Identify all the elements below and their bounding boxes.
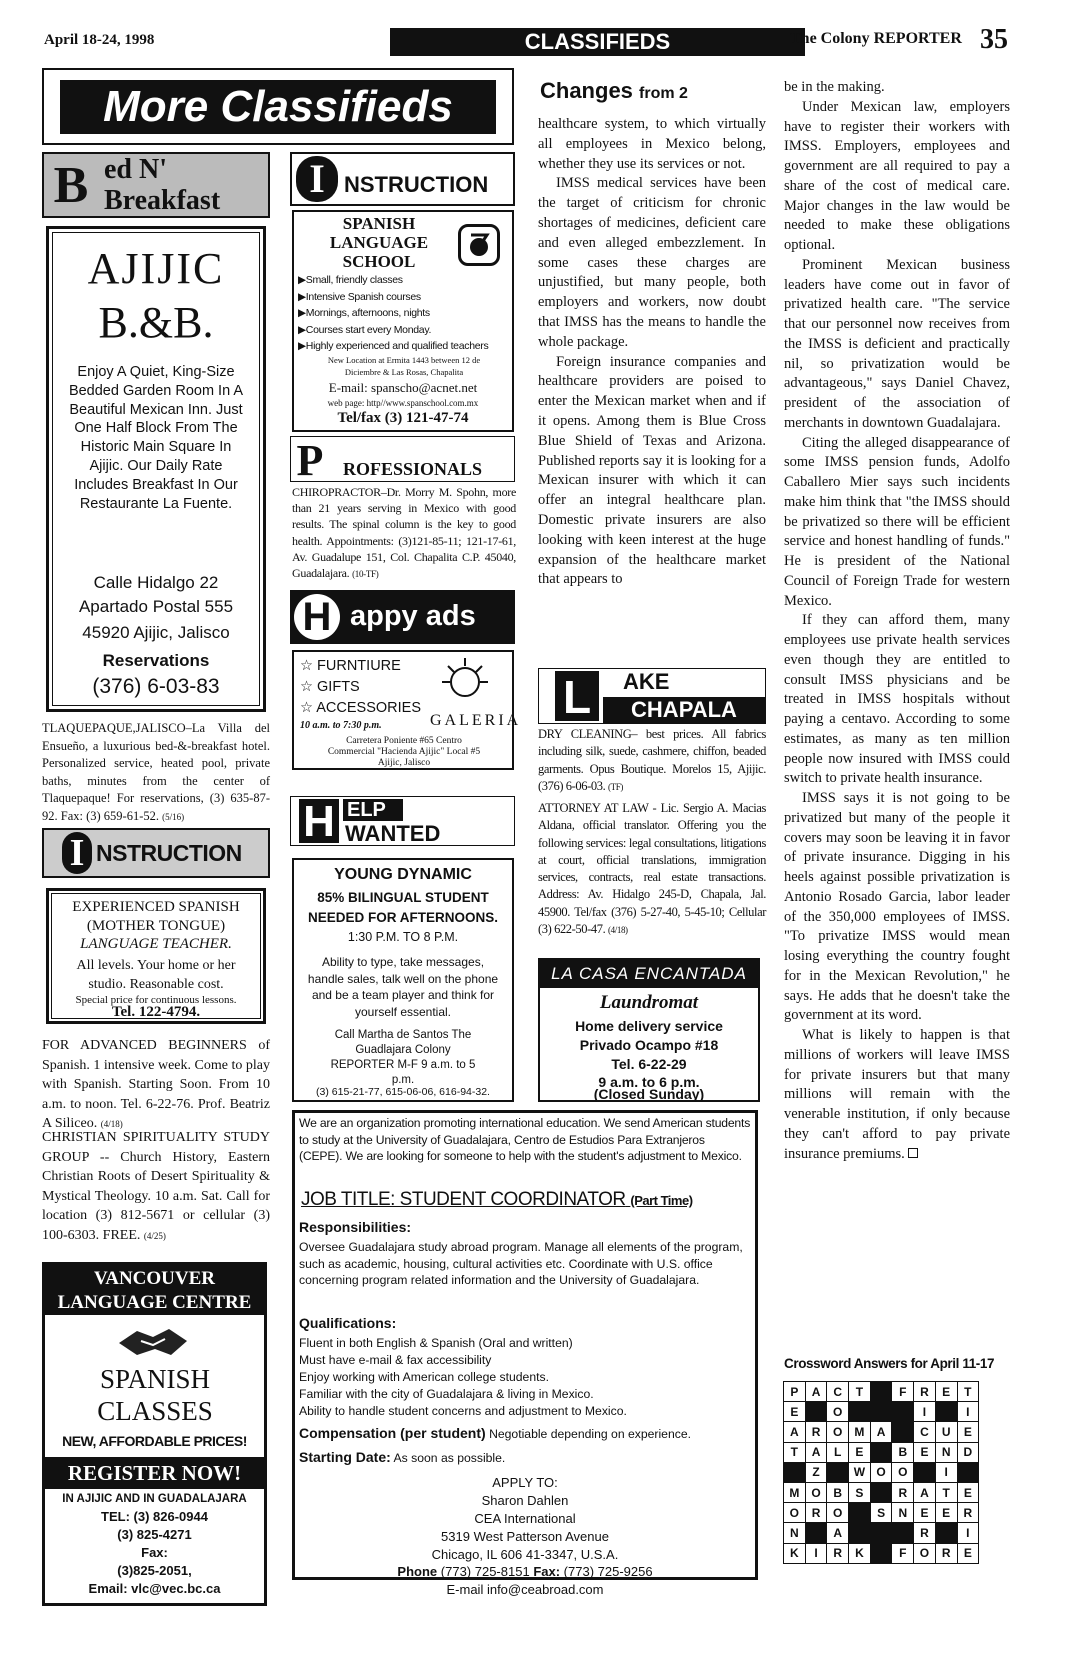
school-bullet: ▶Small, friendly classes xyxy=(298,274,403,286)
school-bullets xyxy=(298,272,514,355)
laundromat-line-1: Home delivery service xyxy=(575,1018,723,1034)
crossword-cell: U xyxy=(935,1422,957,1442)
chiropractor-code: (10-TF) xyxy=(352,569,379,580)
help-line-6: Call Martha de Santos The Guadlajara Colony REPORTER M-F 9 a.m. to 5 p.m. xyxy=(330,1029,476,1086)
crossword-cell: S xyxy=(849,1482,871,1502)
cea-phone: (773) 725-8151 xyxy=(440,1564,530,1579)
cea-qual-item: Familiar with the city of Guadalajara & living in Mexico. xyxy=(299,1387,594,1401)
sun-logo-icon xyxy=(430,656,500,706)
crossword-cell: O xyxy=(805,1482,827,1502)
christian-text: CHRISTIAN SPIRITUALITY STUDY GROUP -- Church History, Eastern Christian Roots of Desert Spirituality & Mystical Theology. 10 a.m. Sat. Call for location (3) 812-5671 or cellular (3) 100-6303. FREE. xyxy=(42,1130,270,1243)
crossword-cell: F xyxy=(892,1543,914,1563)
school-logo-icon xyxy=(458,224,500,266)
bnb-header-text: ed N' Breakfast xyxy=(104,154,221,216)
crossword-cell xyxy=(870,1382,892,1402)
school-bullet: ▶Intensive Spanish courses xyxy=(298,290,421,303)
instruction-mid-text: NSTRUCTION xyxy=(344,172,489,197)
crossword-cell xyxy=(935,1402,957,1422)
school-bullet: ▶Courses start every Monday. xyxy=(298,323,432,336)
crossword-cell: K xyxy=(784,1543,806,1563)
crossword-cell: B xyxy=(892,1442,914,1462)
crossword-cell: O xyxy=(914,1543,936,1563)
cea-comp-heading: Compensation (per student) xyxy=(299,1425,486,1441)
christian-classified xyxy=(42,1128,270,1246)
crossword-cell: D xyxy=(957,1442,979,1462)
galeria-item: ☆ ACCESSORIES xyxy=(300,700,421,716)
crossword-row xyxy=(784,1543,979,1563)
bnb-header-cap: B xyxy=(53,157,89,214)
vancouver-register: REGISTER NOW! xyxy=(45,1457,264,1489)
article-paragraph: Citing the alleged disappearance of some IMSS pension funds, Adolfo Caballero Mier says such incidents make him think that "the IMSS should be privatized so there will be efficient service and honest handling of funds." He is president of the National Council of Foreign Trade for western Mexico. xyxy=(784,434,1010,609)
dry-cleaning-text: DRY CLEANING– best prices. All fabrics including silk, suede, cashmere, chiffon, beaded garments. Opus Boutique. Morelos 15, Ajijic. (376) 6-06-03. xyxy=(538,727,766,793)
advanced-beginners-classified xyxy=(42,1036,270,1135)
laundromat-line-4: 9 a.m. to 6 p.m. xyxy=(598,1074,700,1090)
page-number: 35 xyxy=(980,24,1008,55)
teacher-phone: Tel. 122-4794. xyxy=(111,1004,201,1020)
help-wanted-text-2: WANTED xyxy=(345,821,441,846)
attorney-text: ATTORNEY AT LAW - Lic. Sergio A. Macias Aldana, official translator. Offering you the following services: legal consultations, litigations at court, official translations, immigration services, contracts, real estate transactions. Address: Av. Hidalgo 245-D, Chapala, Jal. 45900. Tel/fax (376) 5-27-40, 5-45-10; Cellular (3) 622-50-47. xyxy=(538,801,766,937)
crossword-cell: E xyxy=(849,1442,871,1462)
help-line-7: (3) 615-21-77, 615-06-06, 616-94-32. xyxy=(316,1086,490,1098)
bnb-phone: (376) 6-03-83 xyxy=(92,675,220,698)
galeria-items xyxy=(300,656,421,719)
happy-ads-header xyxy=(290,590,515,644)
crossword-cell xyxy=(957,1462,979,1482)
article-paragraph: Under Mexican law, employers have to register their workers with IMSS. Employers, employees and government are all required to pay a share of the cost of medical care. Major changes in the law would be needed to make these obligations optional. xyxy=(784,98,1010,253)
galeria-address: Carretera Poniente #65 Centro Commercial "Hacienda Ajijic" Local #5 Ajijic, Jalisco xyxy=(327,736,481,768)
lake-chapala-header xyxy=(538,668,766,724)
cea-fax: (773) 725-9256 xyxy=(563,1564,653,1579)
cea-start xyxy=(299,1449,751,1465)
bnb-header xyxy=(42,152,270,218)
crossword-cell xyxy=(870,1482,892,1502)
crossword-cell: T xyxy=(784,1442,806,1462)
crossword-grid xyxy=(783,1381,979,1564)
cea-job-ad xyxy=(292,1110,758,1580)
crossword-cell xyxy=(935,1523,957,1543)
crossword-cell xyxy=(892,1402,914,1422)
laundromat-line-3: Tel. 6-22-29 xyxy=(611,1056,687,1072)
spanish-teacher-ad xyxy=(46,888,266,1024)
advanced-code: (4/18) xyxy=(100,1119,123,1129)
crossword-cell: W xyxy=(849,1462,871,1482)
vancouver-where: IN AJIJIC AND IN GUADALAJARA xyxy=(62,1493,247,1505)
crossword-cell: L xyxy=(827,1442,849,1462)
cea-intro: We are an organization promoting international education. We send American students to study at the University of Guadalajara, Centro de Estudios Para Extranjeros (CEPE). We are looking for someone to help with the student's adjustment to Mexico. xyxy=(299,1116,751,1163)
crossword-cell: A xyxy=(914,1482,936,1502)
crossword-cell xyxy=(849,1402,871,1422)
cea-city: Chicago, IL 606 41-3347, U.S.A. xyxy=(431,1547,619,1562)
teacher-line-4: Special price for continuous lessons. xyxy=(75,994,237,1006)
lake-chapala-text-2: CHAPALA xyxy=(603,697,765,723)
article-headline-main: Changes xyxy=(540,78,633,103)
banner-frame xyxy=(42,68,514,145)
crossword-cell: P xyxy=(784,1382,806,1402)
laundromat-ad xyxy=(538,958,760,1102)
ajijic-bnb-inner xyxy=(52,232,260,706)
crossword-cell: I xyxy=(957,1402,979,1422)
crossword-cell: M xyxy=(849,1422,871,1442)
crossword-cell xyxy=(892,1422,914,1442)
crossword-cell: R xyxy=(935,1543,957,1563)
crossword-cell xyxy=(849,1503,871,1523)
crossword-row xyxy=(784,1462,979,1482)
crossword-cell: E xyxy=(957,1543,979,1563)
cea-job-title xyxy=(301,1189,753,1211)
crossword-cell: O xyxy=(827,1402,849,1422)
bnb-description: Enjoy A Quiet, King-Size Bedded Garden Room In A Beautiful Mexican Inn. Just One Half Block From The Historic Main Square In Ajijic. Our Daily Rate Includes Breakfast In Our Restaurante La Fuente. xyxy=(68,364,244,512)
crossword-cell: N xyxy=(892,1503,914,1523)
crossword-cell: B xyxy=(827,1482,849,1502)
paper-name: The Colony REPORTER xyxy=(790,30,962,47)
cea-job-title-main: JOB TITLE: STUDENT COORDINATOR xyxy=(301,1189,626,1210)
vancouver-tel1: TEL: (3) 826-0944 xyxy=(101,1509,208,1524)
crossword-cell: A xyxy=(784,1422,806,1442)
crossword-cell: F xyxy=(892,1382,914,1402)
banner-title: More Classifieds xyxy=(60,80,496,134)
help-wanted-header xyxy=(290,796,515,846)
help-wanted-cap: H xyxy=(299,799,339,843)
spanish-school-ad xyxy=(292,210,514,432)
article-last-paragraph: What is likely to happen is that millions of workers will leave IMSS for private insurers but that many millions will remain with the venerable institution, if only because they can't afford to pay private insurance premiums. xyxy=(784,1027,1010,1162)
help-line-5: Ability to type, take messages, handle sales, talk well on the phone and be a team player and think for yourself essential. xyxy=(307,955,499,1019)
crossword-cell: E xyxy=(935,1503,957,1523)
school-email: E-mail: spanscho@acnet.net xyxy=(328,380,478,395)
crossword-cell xyxy=(914,1462,936,1482)
crossword-cell: S xyxy=(870,1503,892,1523)
chiropractor-classified xyxy=(292,484,516,582)
crossword-cell: E xyxy=(914,1503,936,1523)
section-title: CLASSIFIEDS xyxy=(390,28,805,56)
laundromat-title: LA CASA ENCANTADA xyxy=(540,960,758,988)
cea-job-title-sub: (Part Time) xyxy=(630,1193,693,1208)
crossword-cell: N xyxy=(935,1442,957,1462)
crossword-cell xyxy=(870,1402,892,1422)
school-tel: Tel/fax (3) 121-47-74 xyxy=(337,410,469,426)
instruction-mid-header xyxy=(290,152,515,206)
crossword-cell: I xyxy=(805,1543,827,1563)
crossword-cell: E xyxy=(957,1422,979,1442)
professionals-cap: P xyxy=(296,436,324,482)
vancouver-fax-label: Fax: xyxy=(141,1545,168,1560)
dry-cleaning-classified xyxy=(538,726,766,796)
school-bullet: ▶Mornings, afternoons, nights xyxy=(298,307,430,319)
crossword-cell: Z xyxy=(805,1462,827,1482)
crossword-cell: A xyxy=(870,1422,892,1442)
laundromat-sub: Laundromat xyxy=(599,992,699,1013)
help-line-2: 85% BILINGUAL STUDENT xyxy=(317,890,489,905)
happy-ads-cap: H xyxy=(294,594,340,640)
cea-qual-item: Fluent in both English & Spanish (Oral and written) xyxy=(299,1336,573,1350)
dry-cleaning-code: (TF) xyxy=(608,781,623,792)
crossword-row xyxy=(784,1503,979,1523)
bnb-address-3: 45920 Ajijic, Jalisco xyxy=(82,623,230,642)
crossword-cell: I xyxy=(935,1462,957,1482)
christian-code: (4/25) xyxy=(143,1230,166,1241)
article-paragraph: IMSS medical services have been the target of criticism for chronic shortages of medicines, deficient care and even alleged embezzlement. In some cases these charges are unjustified, but many people, both employers and workers, now doubt that IMSS has the means to handle the whole package. xyxy=(538,175,766,350)
vancouver-title: VANCOUVER LANGUAGE CENTRE xyxy=(45,1265,264,1315)
crossword-cell: R xyxy=(827,1543,849,1563)
crossword-row xyxy=(784,1402,979,1422)
school-name: SPANISH LANGUAGE SCHOOL xyxy=(329,214,429,271)
teacher-line-3: All levels. Your home or her studio. Reasonable cost. xyxy=(76,958,236,992)
article-paragraph: Prominent Mexican business leaders have come out in favor of privatized health care. "The service that our personnel now receives from the IMSS is deficient and practically nil, so privatization would be advantageous," says Daniel Chavez, president of the association of merchants in downtown Guadalajara. xyxy=(784,256,1010,431)
school-web: web page: http//www.spanschool.com.mx xyxy=(327,398,479,408)
crossword-cell: R xyxy=(914,1382,936,1402)
instruction-mid-cap: I xyxy=(296,156,338,202)
masthead xyxy=(40,24,1015,60)
vancouver-fax: (3)825-2051, xyxy=(117,1563,192,1578)
galeria-brand: GALERIA xyxy=(430,712,522,729)
crossword-cell xyxy=(849,1523,871,1543)
crossword-cell xyxy=(870,1543,892,1563)
ajijic-bnb-ad xyxy=(46,226,266,712)
bnb-title-1: AJIJIC xyxy=(87,244,225,293)
cea-street: 5319 West Patterson Avenue xyxy=(441,1529,609,1544)
instruction-left-cap: I xyxy=(62,832,92,874)
lake-chapala-text-1: AKE xyxy=(623,669,670,694)
crossword-cell xyxy=(892,1523,914,1543)
cea-qual-list xyxy=(299,1335,751,1420)
school-bullet: ▶Highly experienced and qualified teachers xyxy=(298,340,489,352)
happy-ads-text: appy ads xyxy=(350,600,476,632)
school-location: New Location at Ermita 1443 between 12 de Diciembre & Las Rosas, Chapalita xyxy=(327,355,481,377)
crossword-cell xyxy=(870,1523,892,1543)
crossword-row xyxy=(784,1442,979,1462)
crossword-cell: R xyxy=(892,1482,914,1502)
cea-qual-item: Enjoy working with American college students. xyxy=(299,1370,549,1384)
article-headline xyxy=(540,78,688,104)
article-paragraph xyxy=(784,1026,1010,1164)
crossword-cell: I xyxy=(914,1402,936,1422)
galeria-item: ☆ FURNTIURE xyxy=(300,658,401,674)
article-paragraph: If they can afford them, many employees use private health services even though they are entitled to consult IMSS physicians and be treated in IMSS hospitals without paying a centavo. According to some estimates, as many as ten million people now insured with IMSS could switch to private health insurance. xyxy=(784,612,1010,787)
tlaquepaque-classified xyxy=(42,720,270,826)
help-line-4: 1:30 P.M. TO 8 P.M. xyxy=(347,930,459,944)
instruction-left-text: NSTRUCTION xyxy=(96,840,242,866)
crossword-cell: T xyxy=(957,1382,979,1402)
cea-org: CEA International xyxy=(474,1511,576,1526)
crossword-title: Crossword Answers for April 11-17 xyxy=(784,1356,995,1371)
galeria-item: ☆ GIFTS xyxy=(300,679,360,695)
crossword-cell xyxy=(827,1462,849,1482)
crossword-cell: N xyxy=(784,1523,806,1543)
crossword-row xyxy=(784,1482,979,1502)
vancouver-tel2: (3) 825-4271 xyxy=(117,1527,192,1542)
article-headline-from: from 2 xyxy=(639,85,688,102)
attorney-code: (4/18) xyxy=(608,925,628,936)
bnb-reservations-label: Reservations xyxy=(102,651,210,670)
cea-qual-item: Must have e-mail & fax accessibility xyxy=(299,1353,492,1367)
tlaquepaque-code: (5/16) xyxy=(162,811,185,822)
crossword-cell: O xyxy=(870,1462,892,1482)
crossword-cell: M xyxy=(784,1482,806,1502)
vancouver-ad xyxy=(42,1262,267,1606)
advanced-text: FOR ADVANCED BEGINNERS of Spanish. 1 intensive week. Come to play with Spanish. Starting Soon. From 10 a.m. to noon. Tel. 6-22-76. Prof. Beatriz A Siliceo. xyxy=(42,1038,270,1131)
cea-fax-label: Fax: xyxy=(533,1564,561,1579)
cea-compensation xyxy=(299,1425,751,1441)
crossword-row xyxy=(784,1382,979,1402)
crossword-cell: R xyxy=(914,1523,936,1543)
cea-apply: APPLY TO: xyxy=(492,1475,558,1490)
help-line-3: NEEDED FOR AFTERNOONS. xyxy=(307,910,498,925)
crossword-cell: O xyxy=(784,1503,806,1523)
spanish-teacher-inner xyxy=(51,893,261,1019)
crossword-cell: C xyxy=(827,1382,849,1402)
article-column-2 xyxy=(784,78,1010,1164)
crossword-cell: A xyxy=(805,1382,827,1402)
crossword-cell: R xyxy=(805,1422,827,1442)
crossword-cell: E xyxy=(784,1402,806,1422)
bnb-title-2: B.&B. xyxy=(98,298,214,347)
article-column-1 xyxy=(538,115,766,590)
crossword-cell: I xyxy=(957,1523,979,1543)
crossword-cell: T xyxy=(935,1482,957,1502)
article-paragraph: Foreign insurance companies and healthcare providers are poised to enter the Mexican market when and if it opens. Among them is Blue Cross Blue Shield of Texas and Arizona. Published reports say it is looking for a Mexican insurer with which it can offer an integral healthcare plan. Domestic private insurers are also looking with keen interest at the huge expansion of the healthcare market that appears to xyxy=(538,353,766,588)
article-paragraph: healthcare system, to which virtually all employees in Mexico belong, whether they use its services or not. xyxy=(538,116,766,172)
crossword-cell: R xyxy=(805,1503,827,1523)
chiropractor-text: CHIROPRACTOR–Dr. Morry M. Spohn, more than 21 years serving in Mexico with good results. The spinal column is the key to good health. Appointments: (3)121-85-11; 121-17-61, Av. Guadalupe 151, Col. Chapalita C.P. 45040, Guadalajara. xyxy=(292,485,516,581)
crossword-cell: E xyxy=(957,1482,979,1502)
cea-resp-heading: Responsibilities: xyxy=(299,1219,412,1235)
professionals-text: ROFESSIONALS xyxy=(343,459,483,479)
galeria-ad xyxy=(292,650,522,770)
galeria-hours: 10 a.m. to 7:30 p.m. xyxy=(300,720,382,731)
cea-phone-label: Phone xyxy=(397,1564,438,1579)
crossword-cell: O xyxy=(892,1462,914,1482)
cea-start-text: As soon as possible. xyxy=(393,1451,506,1465)
teacher-line-2: LANGUAGE TEACHER. xyxy=(80,936,232,952)
crossword-cell: E xyxy=(914,1442,936,1462)
cea-qual-heading: Qualifications: xyxy=(299,1315,397,1331)
article-paragraph: IMSS says it is not going to be privatized but many of the people it covers may soon be leaving it in favor of private insurance. Digging in his heels against possible privatization is Antonio Rosado Garcia, labor leader of the 350,000 employees of IMSS. "To privatize IMSS would mean losing everything the country fought for in the Mexican Revolution," he says. He adds that he doesn't take the government at its word. xyxy=(784,790,1010,1024)
help-line-1: YOUNG DYNAMIC xyxy=(334,866,472,883)
cea-qual-item: Ability to handle student concerns and adjustment to Mexico. xyxy=(299,1404,627,1418)
crossword-cell: K xyxy=(849,1543,871,1563)
vancouver-prices: NEW, AFFORDABLE PRICES! xyxy=(62,1433,247,1449)
issue-date: April 18-24, 1998 xyxy=(44,32,155,48)
article-paragraph: be in the making. xyxy=(784,79,885,95)
crossword-cell: T xyxy=(849,1382,871,1402)
attorney-classified xyxy=(538,800,766,939)
crossword-cell xyxy=(805,1523,827,1543)
crossword-cell: A xyxy=(805,1442,827,1462)
crossword-row xyxy=(784,1422,979,1442)
crossword-cell: E xyxy=(935,1382,957,1402)
cea-resp: Oversee Guadalajara study abroad program. Manage all elements of the program, such as academic, housing, cultural activities etc. Coordinate with U.S. office concerning program related information and the University of Guadalajara. xyxy=(299,1240,743,1287)
crossword-cell xyxy=(870,1442,892,1462)
teacher-line-1: EXPERIENCED SPANISH (MOTHER TONGUE) xyxy=(72,899,240,934)
lake-chapala-cap: L xyxy=(555,671,599,721)
end-mark-icon xyxy=(908,1148,918,1158)
crossword-cell xyxy=(784,1462,806,1482)
young-dynamic-ad xyxy=(292,858,514,1102)
crossword-cell: R xyxy=(957,1503,979,1523)
handshake-icon xyxy=(115,1321,191,1361)
bnb-address-2: Apartado Postal 555 xyxy=(78,597,234,616)
professionals-header xyxy=(290,436,515,482)
cea-email: E-mail info@ceabroad.com xyxy=(446,1582,604,1597)
crossword-row xyxy=(784,1523,979,1543)
cea-start-heading: Starting Date: xyxy=(299,1449,391,1465)
crossword-cell: A xyxy=(827,1523,849,1543)
crossword-cell: O xyxy=(827,1422,849,1442)
bnb-address-1: Calle Hidalgo 22 xyxy=(93,573,219,592)
vancouver-classes: SPANISH CLASSES xyxy=(97,1364,213,1426)
cea-phone-fax xyxy=(292,1564,758,1579)
laundromat-line-2: Privado Ocampo #18 xyxy=(579,1037,719,1053)
crossword-cell: C xyxy=(914,1422,936,1442)
laundromat-closed: (Closed Sunday) xyxy=(593,1086,705,1102)
crossword-cell: O xyxy=(827,1503,849,1523)
vancouver-email: Email: vlc@vec.bc.ca xyxy=(88,1581,221,1596)
crossword-cell xyxy=(805,1402,827,1422)
cea-contact-name: Sharon Dahlen xyxy=(481,1493,569,1508)
tlaquepaque-text: TLAQUEPAQUE,JALISCO–La Villa del Ensueño, a luxurious bed-&-breakfast hotel. Personalized service, heated pool, private baths, minutes from the center of Tlaquepaque! For reservations, (3) 635-87-92. Fax: (3) 659-61-52. xyxy=(42,721,270,823)
cea-comp-text: Negotiable depending on experience. xyxy=(489,1427,691,1441)
instruction-left-header xyxy=(42,828,270,878)
help-wanted-text-1: ELP xyxy=(343,799,403,821)
